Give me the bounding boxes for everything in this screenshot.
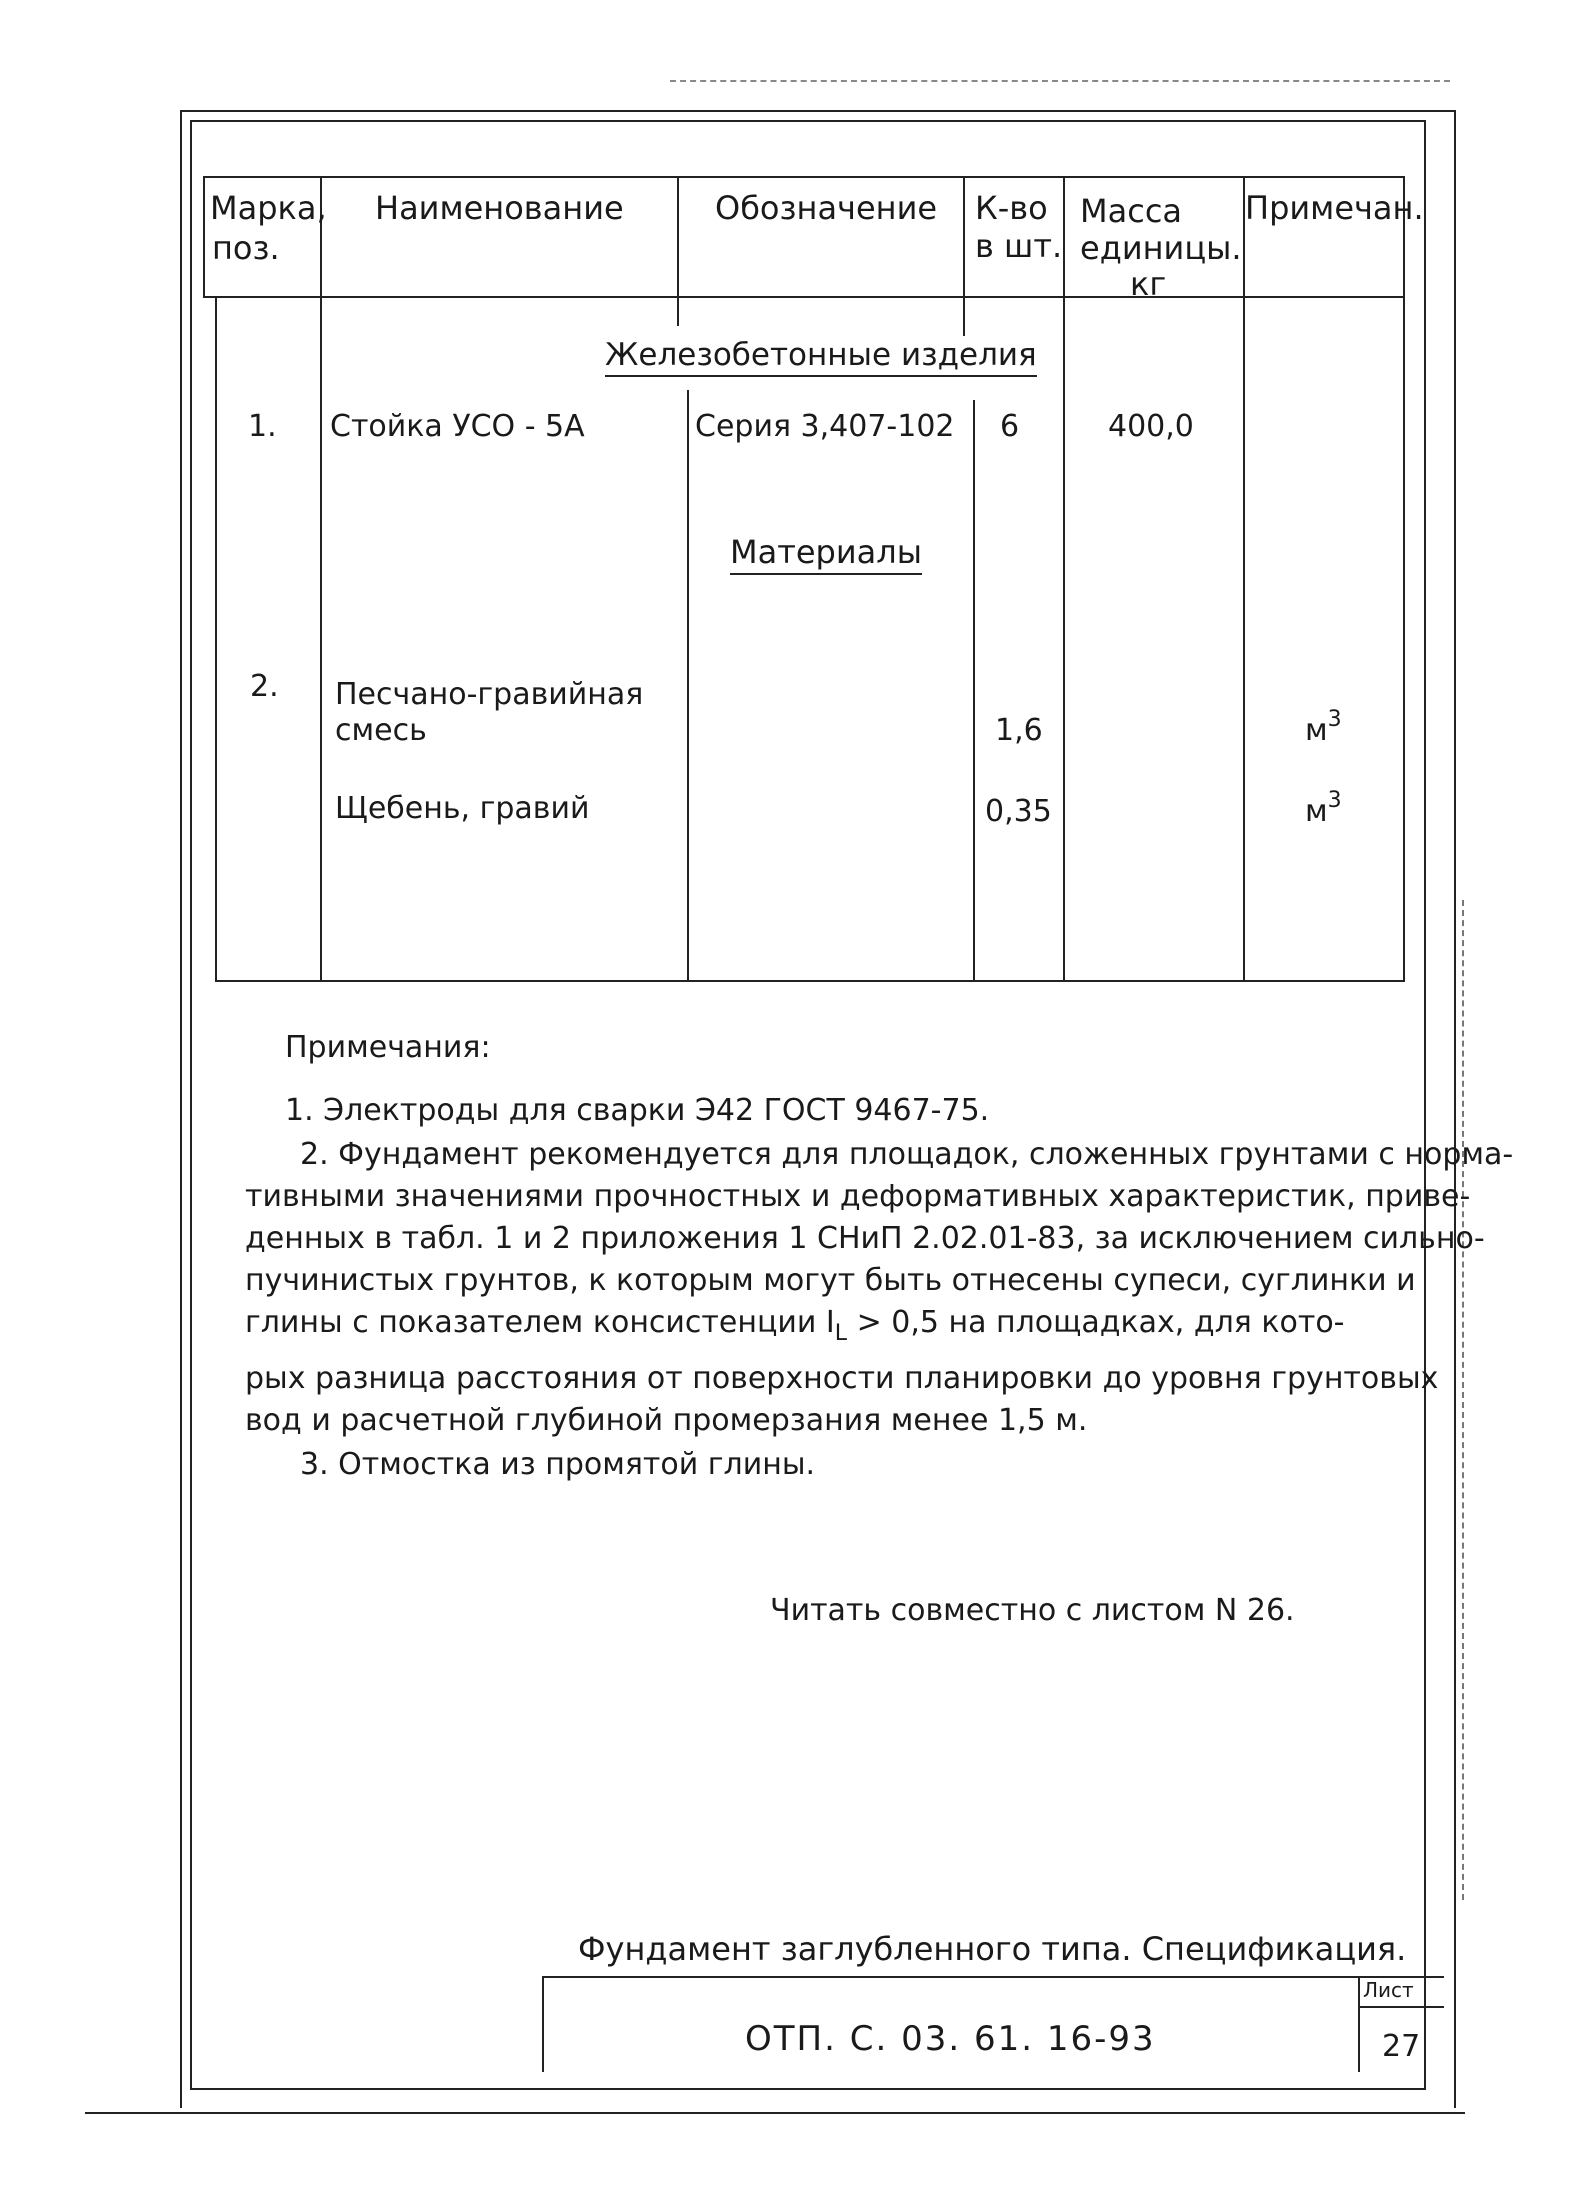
stamp-title: Фундамент заглубленного типа. Спецификация. bbox=[578, 1930, 1407, 1968]
row2-mark: 2. bbox=[250, 669, 279, 704]
note-line-3: тивными значениями прочностных и деформативных характеристик, приве- bbox=[245, 1179, 1471, 1214]
table-right-line bbox=[1403, 176, 1405, 980]
row2-unit-exp: 3 bbox=[1327, 707, 1342, 732]
note-line-7: рых разница расстояния от поверхности планировки до уровня грунтовых bbox=[245, 1361, 1439, 1396]
title-block-sheet-sep bbox=[1358, 1976, 1360, 2072]
section-title-rc bbox=[605, 338, 1037, 372]
table-bottom-line bbox=[215, 980, 1405, 982]
sheet-label-line bbox=[1358, 2006, 1444, 2008]
col-sep-designation bbox=[973, 400, 975, 980]
col-sep-designation-top bbox=[963, 176, 965, 336]
row3-unit bbox=[1305, 788, 1342, 832]
document-code: ОТП. С. 03. 61. 16-93 bbox=[745, 2019, 1156, 2059]
header-mark-line2: поз. bbox=[212, 229, 280, 267]
note-line-6-text: глины с показателем консистенции I bbox=[245, 1305, 835, 1340]
row3-unit-base: м bbox=[1305, 794, 1328, 829]
col-sep-mass bbox=[1243, 176, 1245, 980]
row3-qty: 0,35 bbox=[985, 794, 1052, 829]
table-top-line bbox=[203, 176, 1403, 178]
col-sep-qty bbox=[1063, 176, 1065, 980]
table-left-line bbox=[215, 296, 217, 980]
header-mark-line1: Марка, bbox=[210, 189, 327, 227]
row3-name: Щебень, гравий bbox=[335, 791, 590, 826]
row1-qty: 6 bbox=[1000, 409, 1020, 444]
row2-unit bbox=[1305, 707, 1342, 751]
note-line-9: 3. Отмостка из промятой глины. bbox=[300, 1447, 816, 1482]
header-qty-line1: К-во bbox=[975, 189, 1048, 227]
row1-designation: Серия 3,407-102 bbox=[695, 409, 955, 444]
note-line-6-subscript: L bbox=[834, 1321, 848, 1346]
row2-name-line2: смесь bbox=[335, 713, 427, 748]
notes-title: Примечания: bbox=[285, 1030, 491, 1065]
note-line-5: пучинистых грунтов, к которым могут быть отнесены супеси, суглинки и bbox=[245, 1263, 1416, 1298]
title-block-left-line bbox=[542, 1976, 544, 2072]
row3-unit-exp: 3 bbox=[1327, 788, 1342, 813]
bottom-border-line bbox=[85, 2112, 1465, 2114]
note-line-6-tail: > 0,5 на площадках, для кото- bbox=[847, 1305, 1345, 1340]
header-mass-line1: Масса bbox=[1080, 192, 1183, 230]
header-mass-line2: единицы. bbox=[1080, 229, 1242, 267]
note-line-1: 1. Электроды для сварки Э42 ГОСТ 9467-75. bbox=[285, 1093, 990, 1128]
note-line-4: денных в табл. 1 и 2 приложения 1 СНиП 2.02.01-83, за исключением сильно- bbox=[245, 1221, 1485, 1256]
sheet-label: Лист bbox=[1363, 1978, 1414, 2002]
note-line-8: вод и расчетной глубиной промерзания менее 1,5 м. bbox=[245, 1403, 1088, 1438]
table-header-bottom-line bbox=[203, 296, 1403, 298]
col-sep-mark bbox=[320, 176, 322, 980]
section-title-materials-text: Материалы bbox=[730, 533, 922, 575]
header-mass-line3: кг bbox=[1130, 265, 1167, 303]
read-with-note: Читать совместно с листом N 26. bbox=[770, 1593, 1295, 1628]
row2-name-line1: Песчано-гравийная bbox=[335, 677, 644, 712]
right-border-dash bbox=[1462, 900, 1464, 1900]
header-note: Примечан. bbox=[1245, 189, 1424, 227]
row1-mark: 1. bbox=[248, 409, 277, 444]
note-line-2: 2. Фундамент рекомендуется для площадок, сложенных грунтами с норма- bbox=[300, 1137, 1514, 1172]
top-border-dash bbox=[670, 80, 1450, 82]
row1-name: Стойка УСО - 5А bbox=[330, 409, 585, 444]
sheet-number: 27 bbox=[1382, 2029, 1421, 2064]
row1-mass: 400,0 bbox=[1108, 409, 1194, 444]
row2-unit-base: м bbox=[1305, 713, 1328, 748]
section-title-materials bbox=[730, 535, 922, 569]
col-sep-name-top bbox=[677, 176, 679, 326]
table-left-line-top bbox=[203, 176, 205, 296]
header-designation: Обозначение bbox=[715, 189, 938, 227]
section-title-rc-text: Железобетонные изделия bbox=[605, 337, 1037, 377]
note-line-6 bbox=[245, 1305, 1345, 1346]
header-qty-line2: в шт. bbox=[975, 227, 1063, 265]
col-sep-name bbox=[687, 390, 689, 980]
title-block-top-line bbox=[542, 1976, 1444, 1978]
header-name: Наименование bbox=[375, 189, 624, 227]
row2-qty: 1,6 bbox=[995, 713, 1043, 748]
